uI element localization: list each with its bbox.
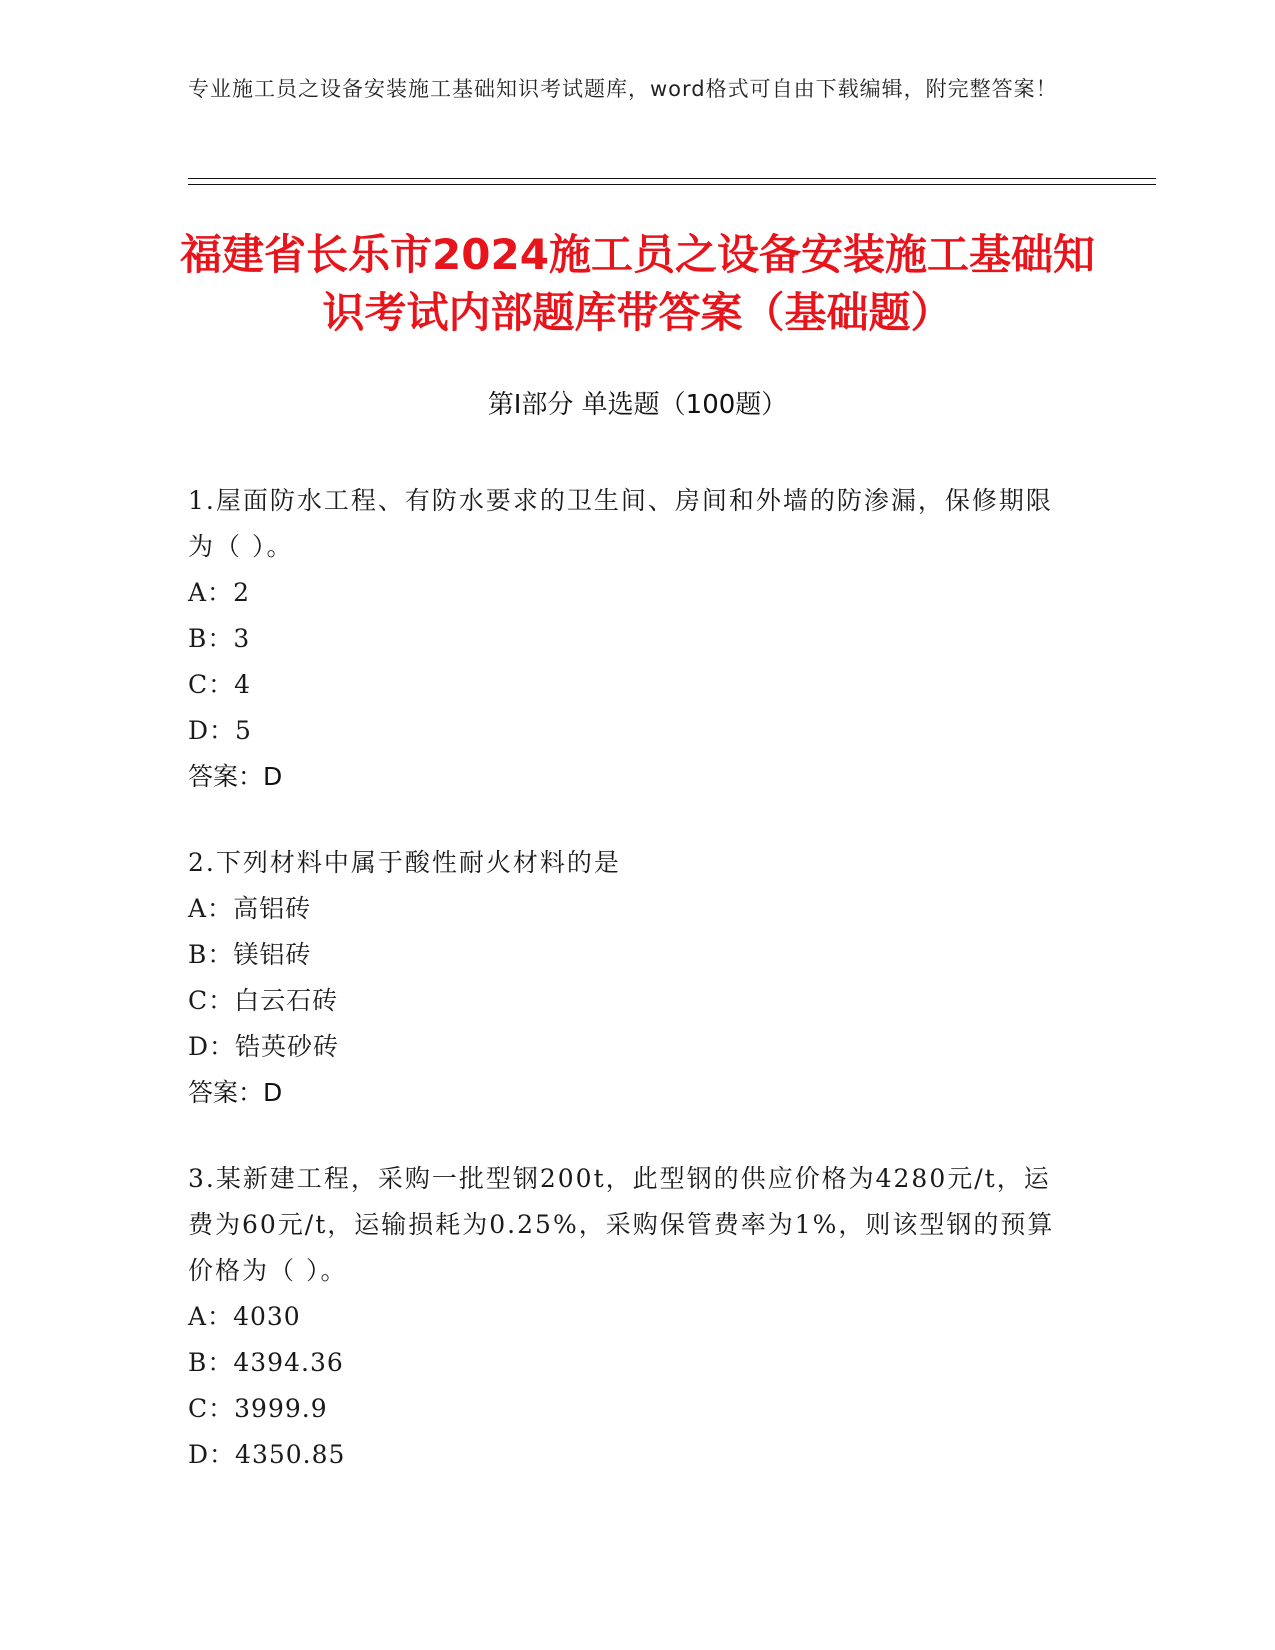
option-text: 3: [233, 624, 251, 653]
question-2: [188, 840, 1068, 1116]
option-c: [188, 662, 1068, 708]
header-rule-top: [188, 178, 1156, 179]
document-title: 福建省长乐市2024施工员之设备安装施工基础知识考试内部题库带答案（基础题）: [180, 230, 1095, 337]
option-letter: C：: [188, 670, 235, 699]
option-letter: C：: [188, 1394, 235, 1423]
option-letter: A：: [188, 894, 234, 923]
option-text: 5: [235, 716, 252, 745]
option-a: [188, 1294, 1068, 1340]
option-text: 镁铝砖: [233, 940, 312, 969]
question-stem: 3.某新建工程，采购一批型钢200t，此型钢的供应价格为4280元/t，运费为60元/t，运输损耗为0.25%，采购保管费率为1%，则该型钢的预算价格为（ ）。: [188, 1164, 1055, 1285]
option-a: [188, 886, 1068, 932]
option-text: 3999.9: [234, 1394, 328, 1423]
option-b: [188, 616, 1068, 662]
option-letter: A：: [188, 1302, 234, 1331]
option-text: 高铝砖: [233, 894, 312, 923]
header-rule-bottom: [188, 184, 1156, 185]
option-text: 白云石砖: [234, 986, 339, 1015]
question-1: [188, 478, 1068, 800]
header-note: 专业施工员之设备安装施工基础知识考试题库，word格式可自由下载编辑，附完整答案！: [188, 77, 1058, 101]
option-letter: B：: [188, 940, 234, 969]
option-letter: D：: [188, 1440, 236, 1469]
option-text: 2: [233, 578, 250, 607]
section-heading: 第I部分 单选题（100题）: [487, 390, 788, 420]
option-text: 锆英砂砖: [235, 1032, 340, 1061]
question-list: [188, 478, 1068, 1518]
question-3: [188, 1156, 1068, 1478]
option-c: [188, 1386, 1068, 1432]
option-d: [188, 708, 1068, 754]
option-text: 4: [234, 670, 252, 699]
option-d: [188, 1432, 1068, 1478]
option-letter: B：: [188, 1348, 234, 1377]
option-letter: C：: [188, 986, 235, 1015]
option-text: 4030: [233, 1302, 301, 1331]
option-c: [188, 978, 1068, 1024]
option-d: [188, 1024, 1068, 1070]
option-text: 4394.36: [233, 1348, 344, 1377]
question-stem: 2.下列材料中属于酸性耐火材料的是: [188, 848, 621, 877]
question-stem: 1.屋面防水工程、有防水要求的卫生间、房间和外墙的防渗漏，保修期限为（ ）。: [188, 486, 1053, 561]
option-letter: D：: [188, 1032, 236, 1061]
option-b: [188, 932, 1068, 978]
option-a: [188, 570, 1068, 616]
option-letter: D：: [188, 716, 236, 745]
option-text: 4350.85: [235, 1440, 346, 1469]
option-letter: A：: [188, 578, 234, 607]
option-letter: B：: [188, 624, 234, 653]
answer-line: 答案：D: [188, 1078, 283, 1107]
option-b: [188, 1340, 1068, 1386]
answer-line: 答案：D: [188, 762, 283, 791]
